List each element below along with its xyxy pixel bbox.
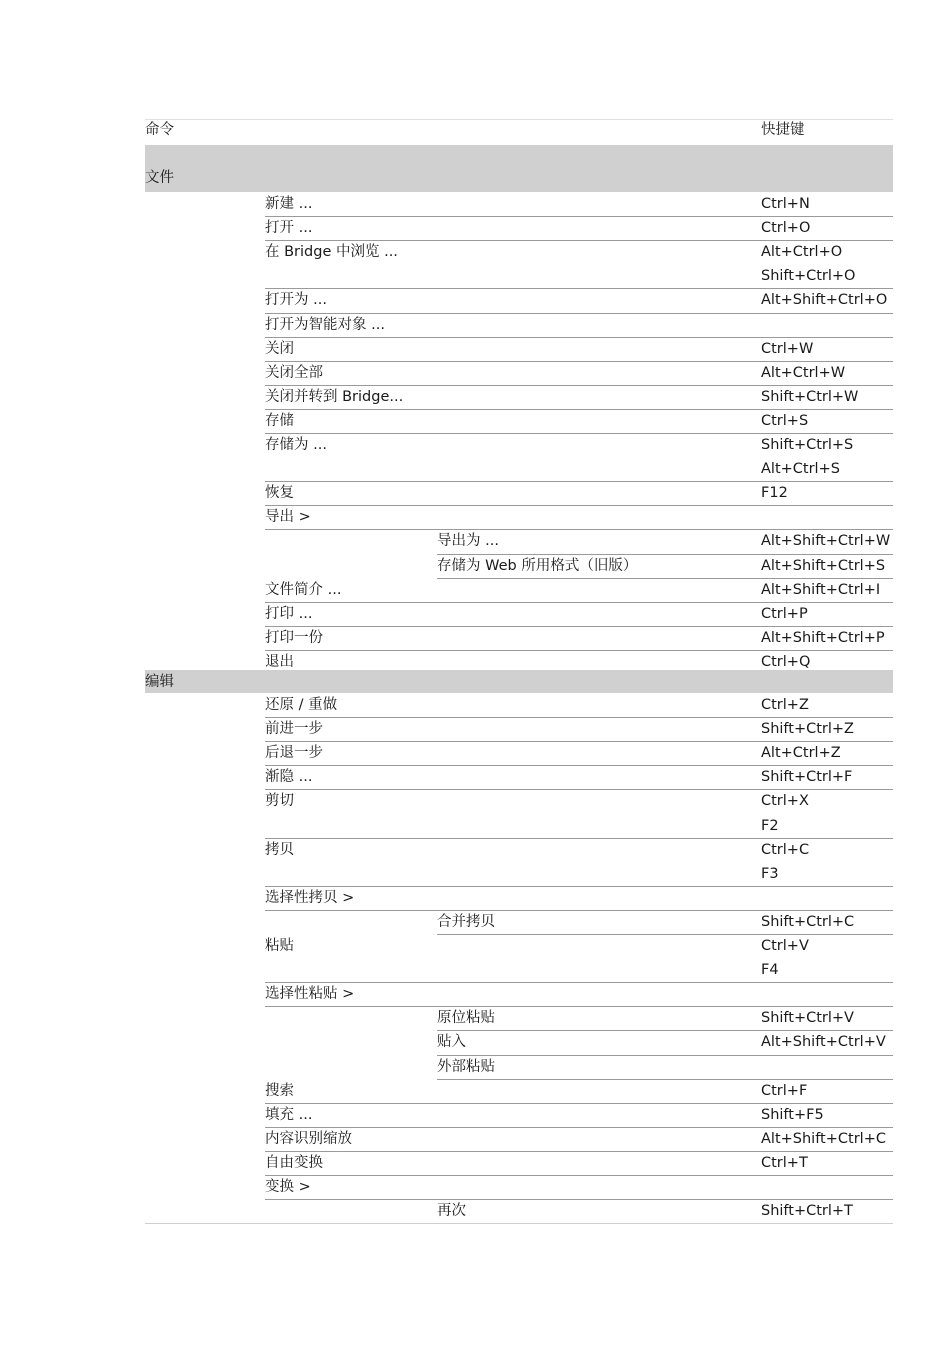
row-separator — [437, 1030, 893, 1031]
shortcut-cell: Ctrl+O — [761, 220, 811, 237]
row-separator — [265, 602, 893, 603]
row-separator — [265, 337, 893, 338]
row-separator — [265, 765, 893, 766]
shortcut-cell: Ctrl+P — [761, 605, 808, 622]
shortcut-cell: Ctrl+S — [761, 412, 809, 429]
row-separator — [265, 1127, 893, 1128]
shortcut-cell: Alt+Shift+Ctrl+C — [761, 1130, 886, 1147]
row-separator — [265, 505, 893, 506]
command-cell: 导出为 ... — [437, 533, 499, 550]
shortcut-cell: Shift+F5 — [761, 1106, 824, 1123]
command-cell: 打开为智能对象 ... — [265, 316, 385, 333]
command-cell: 新建 ... — [265, 196, 313, 212]
row-separator — [265, 1006, 893, 1007]
shortcut-cell: Alt+Shift+Ctrl+I — [761, 581, 881, 598]
shortcut-cell: Shift+Ctrl+S — [761, 437, 854, 453]
command-cell: 打印一份 — [265, 629, 323, 646]
command-cell: 后退一步 — [265, 745, 323, 762]
command-cell: 打印 ... — [265, 605, 313, 622]
command-cell: 存储 — [265, 412, 294, 429]
shortcut-cell: Shift+Ctrl+V — [761, 1010, 854, 1027]
row-separator — [265, 910, 893, 911]
row-separator — [437, 1055, 893, 1056]
command-cell: 渐隐 ... — [265, 769, 313, 786]
row-separator — [437, 934, 893, 935]
command-cell: 内容识别缩放 — [265, 1130, 352, 1147]
command-cell: 存储为 ... — [265, 437, 327, 453]
row-separator — [265, 481, 893, 482]
shortcut-cell: Shift+Ctrl+T — [761, 1203, 853, 1220]
header-shortcut: 快捷键 — [761, 122, 805, 138]
command-cell: 拷贝 — [265, 841, 294, 858]
row-separator — [265, 626, 893, 627]
row-separator — [265, 886, 893, 887]
row-separator — [265, 385, 893, 386]
shortcut-cell: Alt+Ctrl+O — [761, 244, 843, 261]
row-separator — [265, 650, 893, 651]
row-separator — [265, 240, 893, 241]
table-top-border — [145, 119, 893, 120]
command-cell: 选择性粘贴 > — [265, 986, 355, 1003]
command-cell: 填充 ... — [265, 1106, 313, 1123]
row-separator — [265, 789, 893, 790]
shortcut-cell: Alt+Ctrl+W — [761, 364, 846, 381]
command-cell: 再次 — [437, 1203, 466, 1220]
shortcut-cell: F4 — [761, 962, 779, 979]
row-separator — [265, 1199, 893, 1200]
command-cell: 变换 > — [265, 1179, 311, 1195]
shortcut-cell: F12 — [761, 485, 788, 502]
command-cell: 恢复 — [265, 485, 294, 502]
shortcut-cell: Ctrl+Q — [761, 653, 811, 670]
command-cell: 打开 ... — [265, 220, 313, 237]
shortcut-cell: Alt+Shift+Ctrl+S — [761, 557, 886, 574]
shortcut-cell: F3 — [761, 865, 779, 882]
shortcut-cell: Ctrl+N — [761, 196, 810, 212]
row-separator — [265, 409, 893, 410]
row-separator — [437, 554, 893, 555]
shortcut-cell: Shift+Ctrl+C — [761, 913, 855, 930]
row-separator — [265, 1175, 893, 1176]
shortcut-cell: Alt+Shift+Ctrl+P — [761, 629, 885, 646]
command-cell: 在 Bridge 中浏览 ... — [265, 244, 398, 261]
shortcut-cell: Alt+Shift+Ctrl+W — [761, 533, 891, 550]
row-separator — [265, 1151, 893, 1152]
shortcut-cell: Shift+Ctrl+Z — [761, 721, 854, 738]
command-cell: 退出 — [265, 653, 294, 670]
command-cell: 关闭 — [265, 340, 294, 357]
command-cell: 外部粘贴 — [437, 1058, 495, 1075]
row-separator — [437, 578, 893, 579]
row-separator — [265, 838, 893, 839]
command-cell: 文件简介 ... — [265, 581, 342, 598]
row-separator — [265, 313, 893, 314]
command-cell: 关闭全部 — [265, 364, 323, 381]
command-cell: 合并拷贝 — [437, 913, 495, 930]
shortcut-cell: F2 — [761, 817, 779, 834]
row-separator — [265, 361, 893, 362]
shortcut-cell: Ctrl+C — [761, 841, 810, 858]
command-cell: 贴入 — [437, 1034, 466, 1051]
command-cell: 剪切 — [265, 793, 294, 810]
section-title: 编辑 — [145, 674, 174, 690]
row-separator — [265, 433, 893, 434]
shortcut-cell: Alt+Ctrl+Z — [761, 745, 841, 762]
shortcut-cell: Alt+Ctrl+S — [761, 461, 840, 478]
shortcut-cell: Ctrl+F — [761, 1082, 808, 1099]
shortcut-cell: Shift+Ctrl+W — [761, 388, 859, 405]
shortcut-cell: Ctrl+V — [761, 938, 809, 954]
command-cell: 搜索 — [265, 1082, 294, 1099]
shortcut-cell: Ctrl+T — [761, 1154, 808, 1171]
section-band — [145, 670, 893, 693]
header-command: 命令 — [145, 122, 174, 138]
command-cell: 存储为 Web 所用格式（旧版） — [437, 557, 638, 574]
table-bottom-border — [145, 1223, 893, 1224]
shortcut-cell: Ctrl+W — [761, 340, 814, 357]
row-separator — [265, 717, 893, 718]
command-cell: 选择性拷贝 > — [265, 889, 355, 906]
section-band — [145, 145, 893, 192]
command-cell: 还原 / 重做 — [265, 697, 338, 713]
row-separator — [265, 529, 893, 530]
command-cell: 自由变换 — [265, 1154, 323, 1171]
shortcut-cell: Ctrl+Z — [761, 697, 809, 713]
shortcut-cell: Shift+Ctrl+F — [761, 769, 853, 786]
command-cell: 前进一步 — [265, 721, 323, 738]
row-separator — [265, 1103, 893, 1104]
row-separator — [265, 741, 893, 742]
row-separator — [265, 216, 893, 217]
command-cell: 打开为 ... — [265, 292, 327, 309]
shortcut-cell: Alt+Shift+Ctrl+O — [761, 292, 888, 309]
shortcut-cell: Alt+Shift+Ctrl+V — [761, 1034, 886, 1051]
row-separator — [265, 288, 893, 289]
command-cell: 关闭并转到 Bridge... — [265, 388, 404, 405]
shortcut-cell: Shift+Ctrl+O — [761, 268, 856, 285]
shortcut-cell: Ctrl+X — [761, 793, 809, 810]
command-cell: 粘贴 — [265, 938, 294, 954]
command-cell: 导出 > — [265, 509, 311, 526]
row-separator — [265, 982, 893, 983]
section-title: 文件 — [145, 170, 174, 186]
row-separator — [437, 1079, 893, 1080]
command-cell: 原位粘贴 — [437, 1010, 495, 1027]
